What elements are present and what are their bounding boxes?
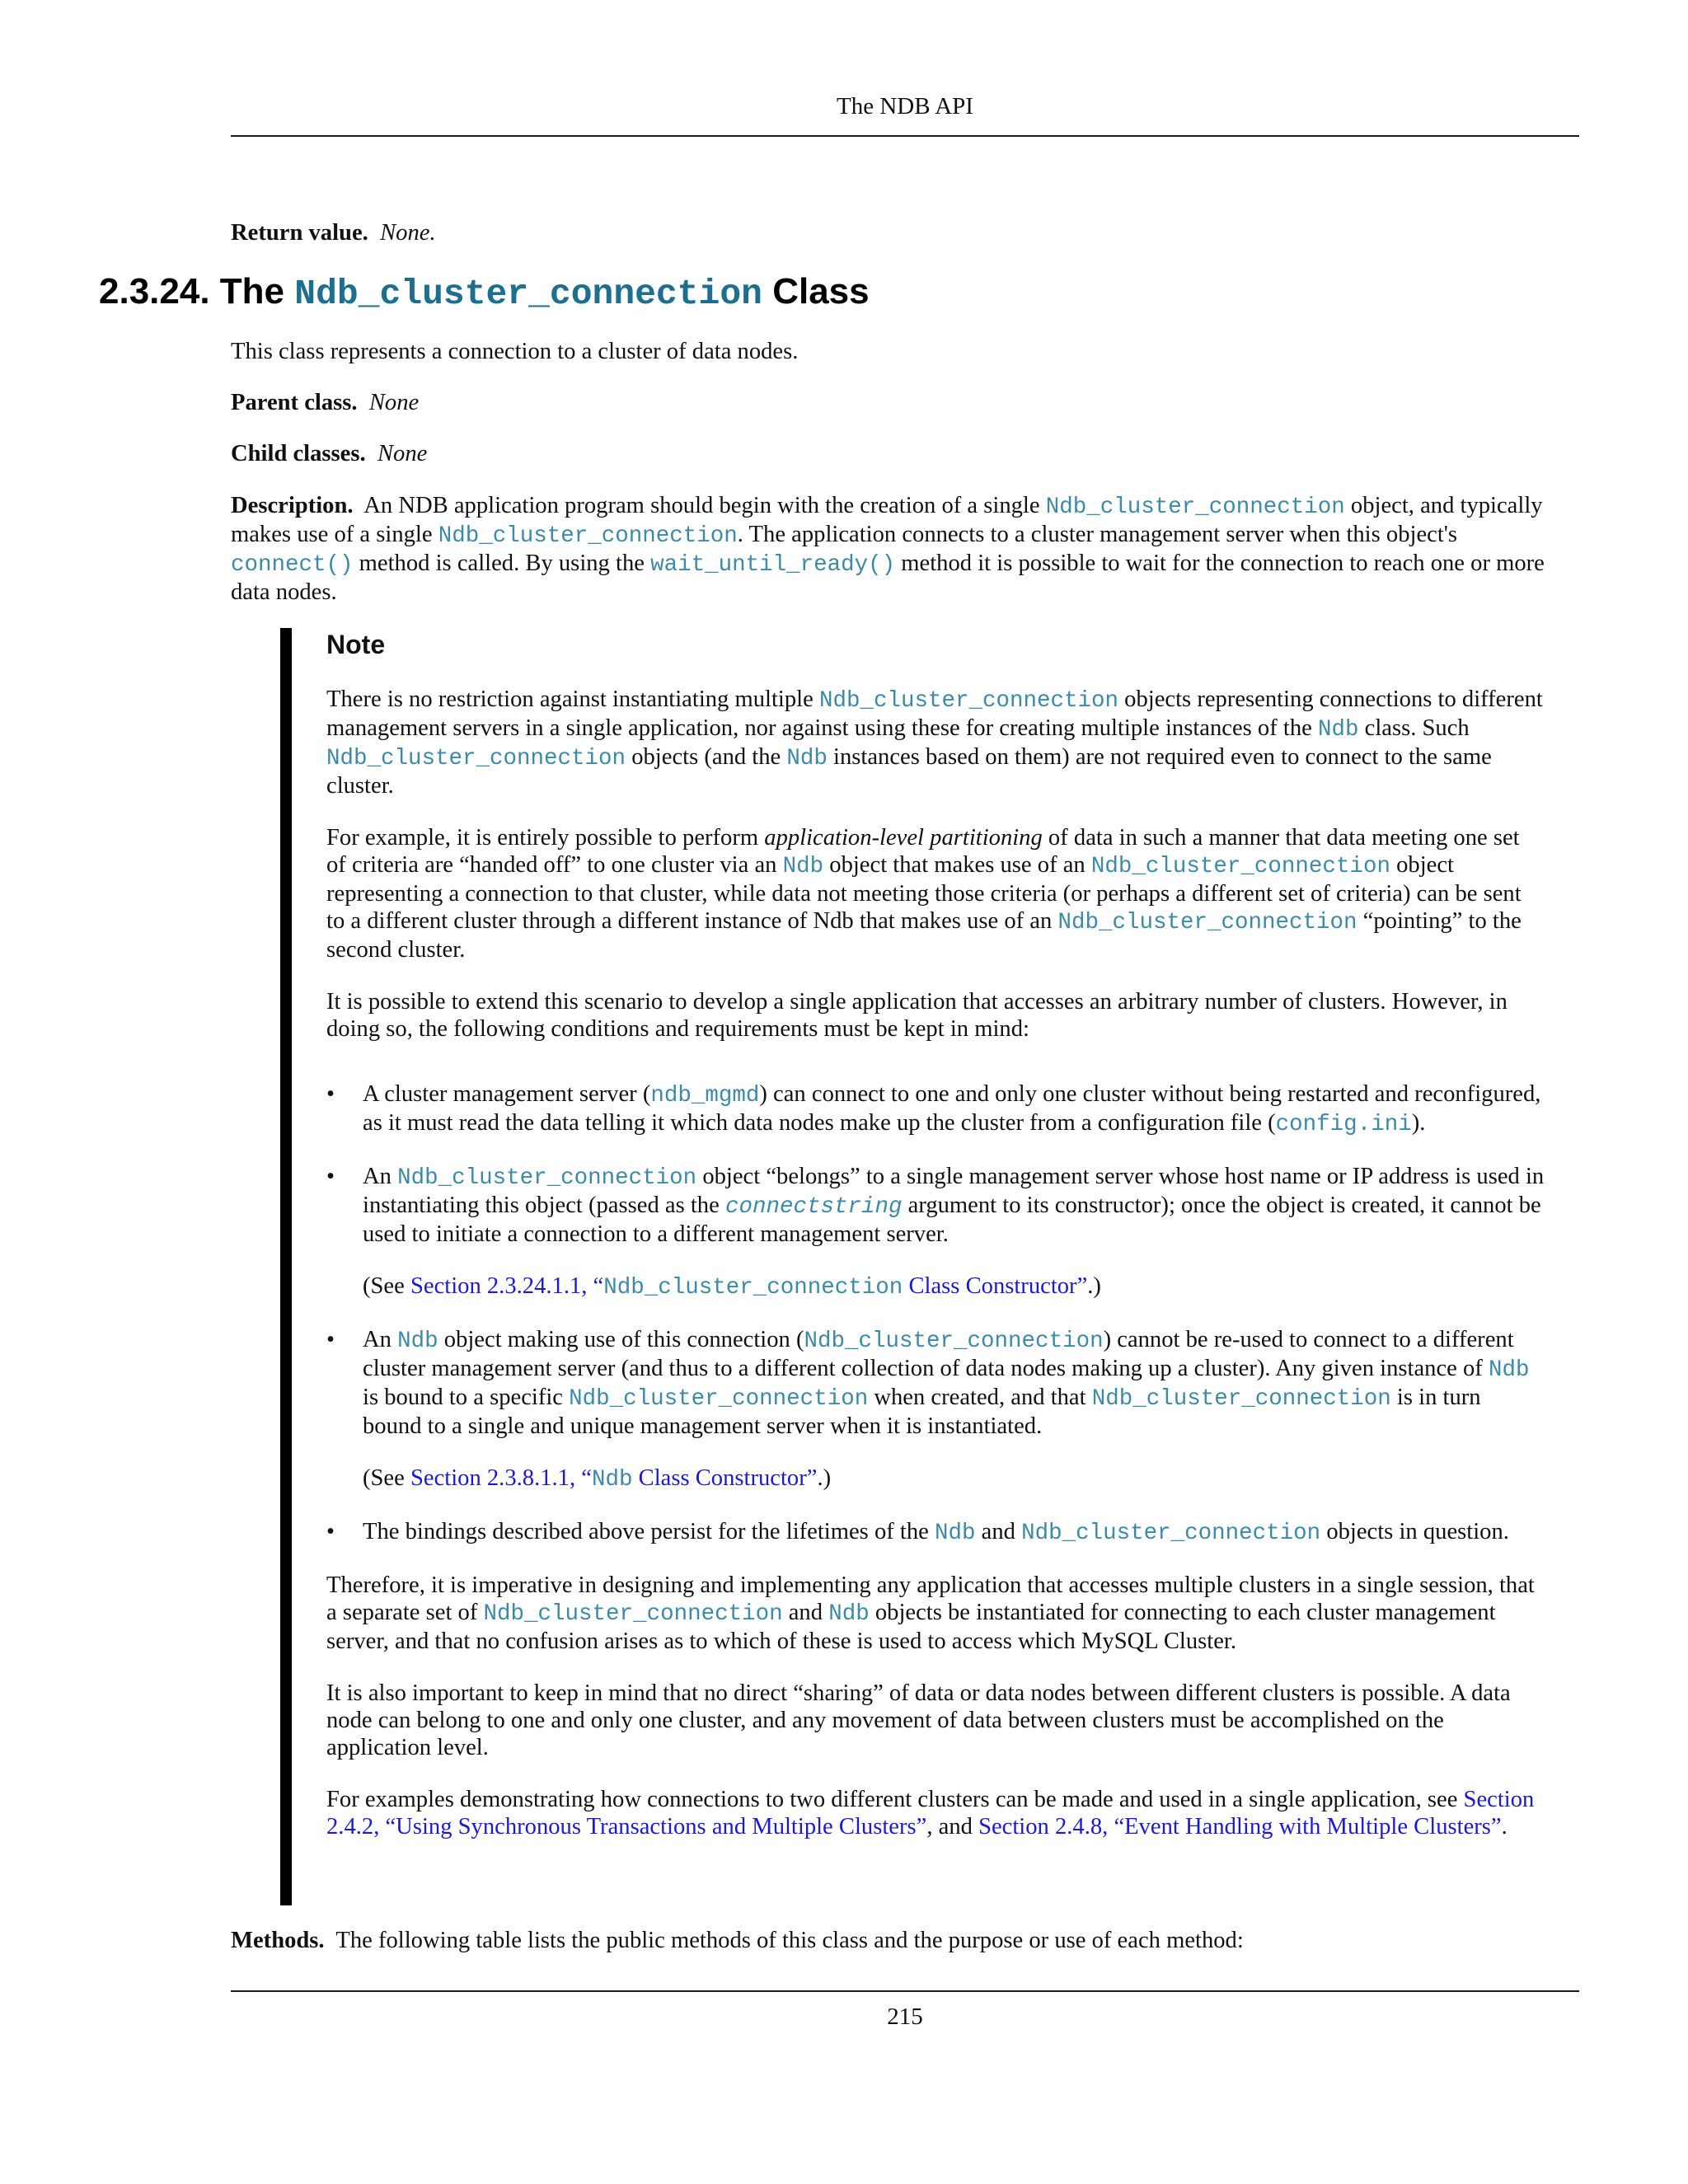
note-text: objects in question. — [1320, 1519, 1509, 1544]
code-ref: Ndb — [935, 1521, 976, 1546]
code-ref: wait_until_ready() — [650, 552, 896, 578]
note-text: object representing a connection to that cluster, while data not meeting those criteria (or perhaps a different set of criteria) can be sent to a different cluster through a different instance of Ndb that makes use of an — [326, 852, 1522, 934]
note-text: objects representing connections to different management servers in a single application, nor against using these for creating multiple instances of the — [326, 687, 1543, 741]
code-ref: Ndb_cluster_connection — [569, 1386, 869, 1412]
note-text: For examples demonstrating how connections to two different clusters can be made and used in a single application, see — [326, 1787, 1464, 1812]
parent-class-value: None — [368, 390, 420, 415]
section-2-4-2-link[interactable]: Section 2.4.2, “Using Synchronous Transactions and Multiple Clusters” — [326, 1787, 1535, 1840]
note-text: ). — [1411, 1110, 1426, 1136]
note-text: Therefore, it is imperative in designing and implementing any application that accesses multiple clusters in a single session, that a separate set of — [326, 1572, 1535, 1625]
note-text: “pointing” to the second cluster. — [326, 908, 1522, 963]
link-text: Section 2.3.24.1.1, “ — [410, 1273, 604, 1299]
code-ref: Ndb — [782, 854, 824, 879]
note-text: .) — [817, 1465, 832, 1491]
note-text: ) cannot be re-used to connect to a different cluster management server (and thus to a different collection of data nodes making up a cluster). Any given instance of — [363, 1327, 1514, 1381]
bullet: • — [326, 1327, 335, 1352]
note-text: A cluster management server ( — [363, 1081, 651, 1107]
running-header: The NDB API — [837, 93, 973, 120]
note-text: of data in such a manner that data meeting one set of criteria are “handed off” to one cluster via an — [326, 825, 1520, 878]
link-code: Ndb — [591, 1467, 633, 1493]
note-text: objects be instantiated for connecting to each cluster management server, and that no confusion arises as to which of these is used to access which MySQL Cluster. — [326, 1600, 1496, 1654]
child-classes-value: None — [377, 441, 428, 466]
note-heading: Note — [326, 630, 386, 659]
code-ref: Ndb — [1317, 717, 1359, 743]
description-label: Description. — [231, 493, 354, 518]
constructor-link-cluster-connection[interactable] — [410, 1273, 1087, 1299]
note-text: class. Such — [1358, 715, 1470, 741]
return-value-value: None. — [380, 220, 436, 246]
note-text: and — [782, 1600, 829, 1625]
parent-class-label: Parent class. — [231, 390, 358, 415]
section-number: 2.3.24. — [99, 271, 210, 312]
note-text: and — [975, 1519, 1022, 1544]
link-text: Class Constructor” — [632, 1465, 818, 1491]
note-text: An — [363, 1327, 398, 1352]
note-text: There is no restriction against instantiating multiple — [326, 687, 819, 712]
code-ref: Ndb_cluster_connection — [1090, 854, 1390, 879]
description-text: object, and typically makes use of a single — [231, 493, 1543, 547]
note-paragraph-1 — [326, 686, 1545, 799]
conditions-list — [326, 1080, 1545, 1547]
note-text: instances based on them) are not required even to connect to the same cluster. — [326, 744, 1492, 799]
code-ref: connect() — [231, 552, 354, 578]
child-classes-label: Child classes. — [231, 441, 366, 466]
code-ref: Ndb_cluster_connection — [326, 746, 626, 771]
link-code: Ndb_cluster_connection — [603, 1275, 903, 1301]
code-ref: Ndb — [786, 746, 828, 771]
code-ref: config.ini — [1275, 1112, 1412, 1137]
constructor-link-ndb[interactable] — [410, 1465, 817, 1491]
return-value-label: Return value. — [231, 220, 368, 246]
list-item — [326, 1163, 1545, 1301]
note-text: is in turn bound to a single and unique management server when it is instantiated. — [363, 1385, 1481, 1439]
methods-text: The following table lists the public methods of this class and the purpose or use of each method: — [335, 1928, 1244, 1953]
note-text: For example, it is entirely possible to perform — [326, 825, 765, 851]
note-paragraph-2 — [326, 824, 1545, 963]
code-ref: Ndb_cluster_connection — [818, 688, 1119, 714]
child-classes-line — [231, 440, 1579, 467]
intro-paragraph: This class represents a connection to a cluster of data nodes. — [231, 339, 799, 364]
note-text: ) can connect to one and only one cluster without being restarted and reconfigured, as it must read the data telling it which data nodes make up the cluster from a configuration file ( — [363, 1081, 1541, 1136]
methods-label: Methods. — [231, 1928, 325, 1953]
link-text: Class Constructor” — [903, 1273, 1088, 1299]
code-ref: Ndb_cluster_connection — [1045, 494, 1345, 520]
note-text: An — [363, 1164, 398, 1189]
bullet: • — [326, 1081, 335, 1107]
code-ref: Ndb_cluster_connection — [483, 1601, 783, 1627]
note-text: , and — [926, 1814, 979, 1840]
description-text: method it is possible to wait for the connection to reach one or more data nodes. — [231, 551, 1545, 605]
code-ref: Ndb_cluster_connection — [1091, 1386, 1391, 1412]
note-text: objects (and the — [626, 744, 787, 770]
note-paragraph-5: It is also important to keep in mind that no direct “sharing” of data or data nodes between different clusters is possible. A data node can belong to one and only one cluster, and any movement of data between clusters must be accomplished on the application level. — [326, 1680, 1511, 1760]
note-paragraph-6 — [326, 1786, 1545, 1840]
note-text: (See — [363, 1273, 410, 1299]
list-item — [326, 1326, 1545, 1493]
parent-class-line — [231, 389, 1579, 416]
description-paragraph — [231, 492, 1579, 606]
header-rule — [231, 135, 1579, 137]
note-text: (See — [363, 1465, 410, 1491]
note-text: argument to its constructor); once the object is created, it cannot be used to initiate a connection to a different management server. — [363, 1193, 1541, 1247]
section-2-4-8-link[interactable]: Section 2.4.8, “Event Handling with Multiple Clusters” — [978, 1814, 1502, 1840]
note-box — [280, 628, 1545, 1905]
note-text: .) — [1087, 1273, 1101, 1299]
code-ref: Ndb — [828, 1601, 870, 1627]
code-ref: Ndb_cluster_connection — [397, 1165, 697, 1191]
bullet: • — [326, 1519, 335, 1544]
note-text: The bindings described above persist for the lifetimes of the — [363, 1519, 935, 1544]
note-text: is bound to a specific — [363, 1385, 570, 1410]
note-text: when created, and that — [868, 1385, 1092, 1410]
note-paragraph-3: It is possible to extend this scenario to develop a single application that accesses an arbitrary number of clusters. However, in doing so, the following conditions and requirements must be kept in mind: — [326, 989, 1507, 1042]
section-title — [99, 269, 870, 317]
page-number: 215 — [887, 2004, 923, 2030]
note-text: object “belongs” to a single management server whose host name or IP address is used in instantiating this object (passed as the — [363, 1164, 1545, 1218]
code-ref: Ndb — [397, 1329, 438, 1354]
code-ref: Ndb_cluster_connection — [1021, 1521, 1321, 1546]
footer-rule — [231, 1990, 1579, 1992]
description-text: . The application connects to a cluster management server when this object's — [737, 522, 1458, 547]
description-text: method is called. By using the — [353, 551, 651, 576]
description-text: An NDB application program should begin with the creation of a single — [363, 493, 1046, 518]
note-text: . — [1501, 1814, 1507, 1840]
link-text: Section 2.3.8.1.1, “ — [410, 1465, 592, 1491]
section-title-suffix: Class — [772, 271, 870, 312]
note-paragraph-4 — [326, 1572, 1545, 1655]
return-value-line — [231, 219, 1579, 246]
code-ref: Ndb_cluster_connection — [1057, 910, 1357, 935]
code-ref: Ndb — [1488, 1357, 1530, 1383]
code-arg: connectstring — [724, 1194, 903, 1220]
emphasis: application-level partitioning — [764, 825, 1043, 851]
note-content — [326, 628, 1545, 1840]
list-item — [326, 1080, 1545, 1138]
section-title-prefix: The — [219, 271, 285, 312]
note-text: object that makes use of an — [823, 852, 1091, 878]
list-item — [326, 1518, 1545, 1547]
code-ref: Ndb_cluster_connection — [438, 523, 738, 549]
bullet: • — [326, 1164, 335, 1189]
note-text: object making use of this connection ( — [438, 1327, 804, 1352]
section-title-code: Ndb_cluster_connection — [294, 274, 762, 314]
code-ref: ndb_mgmd — [650, 1083, 760, 1108]
methods-line — [231, 1927, 1579, 1954]
code-ref: Ndb_cluster_connection — [804, 1329, 1104, 1354]
